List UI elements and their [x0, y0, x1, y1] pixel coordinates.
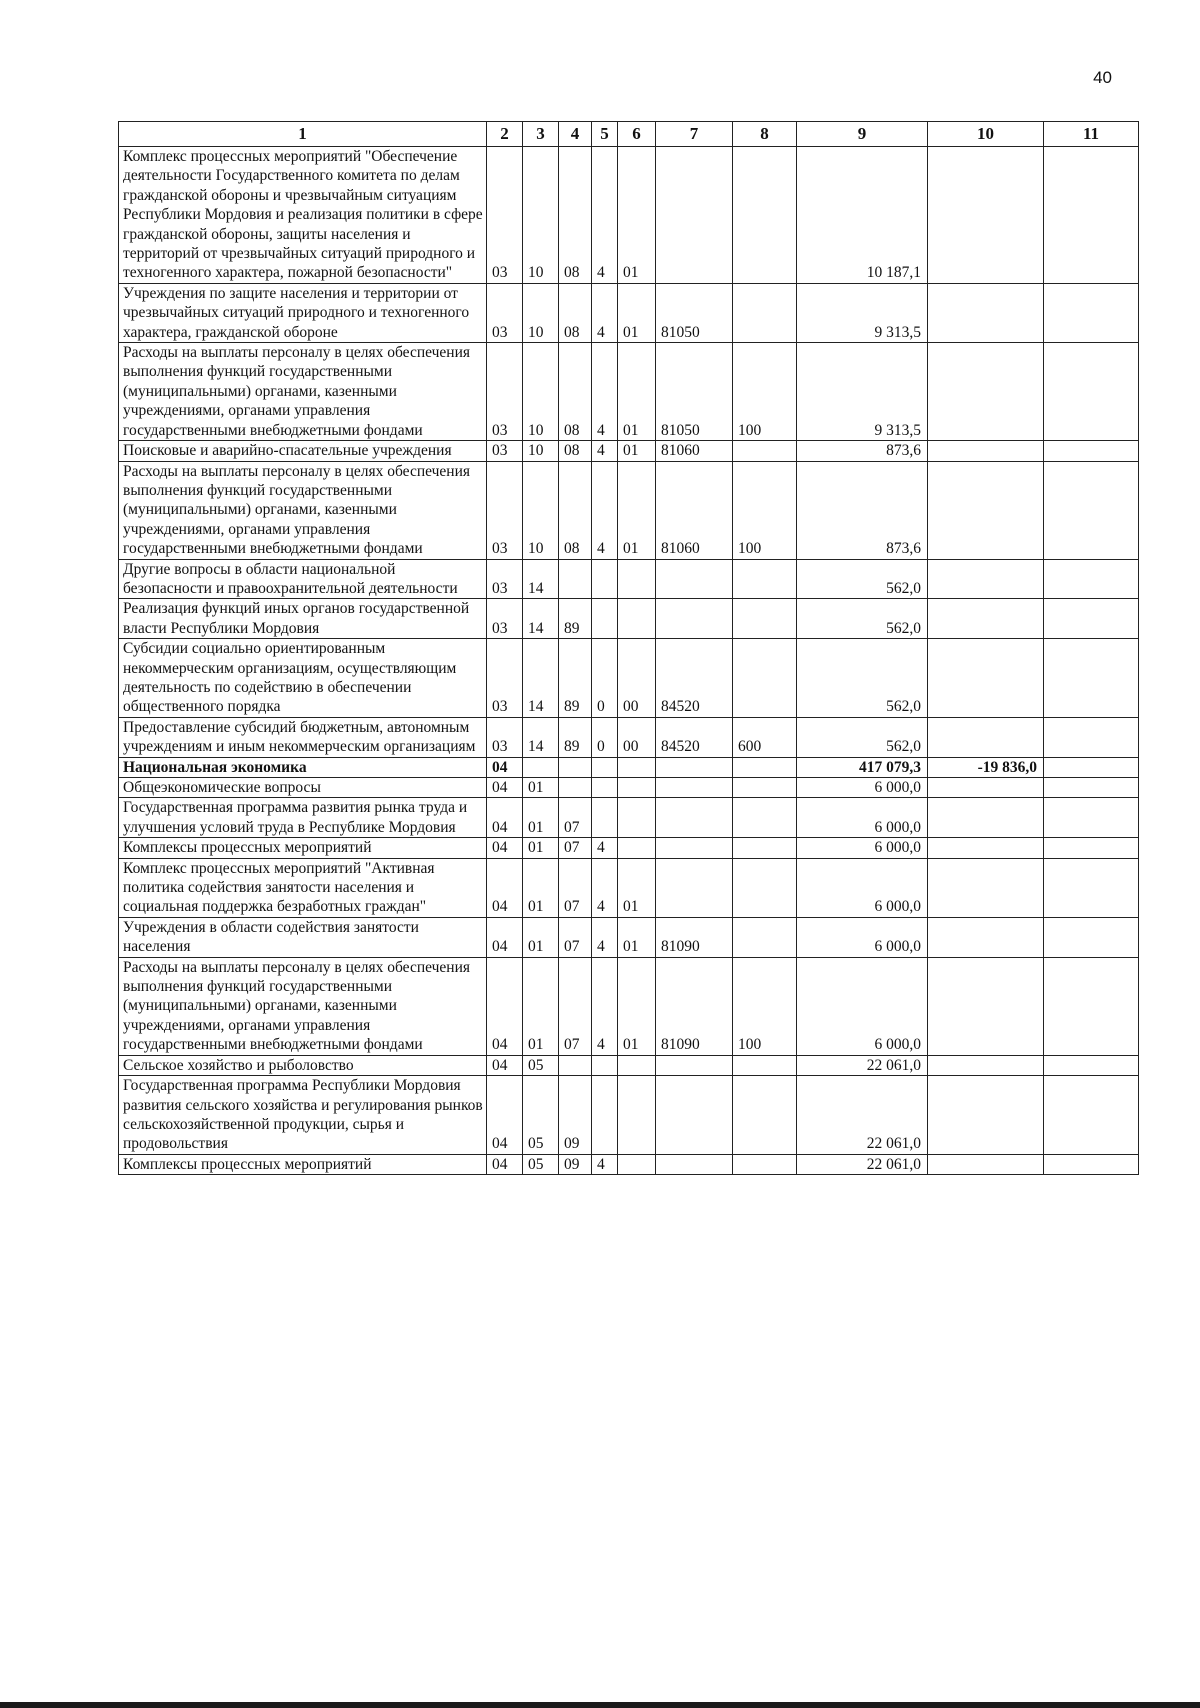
- code-type-cell: 4: [592, 957, 618, 1055]
- total-cell: [1044, 283, 1139, 342]
- change-cell: [928, 461, 1044, 559]
- code-program-cell: 07: [559, 798, 592, 838]
- code-subsection-cell: [523, 757, 559, 777]
- expense-type-cell: [733, 283, 797, 342]
- code-section-cell: 03: [487, 283, 523, 342]
- expense-type-cell: [733, 559, 797, 599]
- amount-cell: 6 000,0: [797, 798, 928, 838]
- expense-type-cell: [733, 441, 797, 461]
- change-cell: [928, 599, 1044, 639]
- code-complex-cell: [618, 757, 656, 777]
- code-complex-cell: [618, 1076, 656, 1155]
- change-cell: [928, 957, 1044, 1055]
- code-direction-cell: 84520: [656, 717, 733, 757]
- page-number: 40: [1093, 68, 1112, 87]
- table-row: [119, 283, 1139, 342]
- expense-type-cell: [733, 599, 797, 639]
- code-type-cell: [592, 778, 618, 798]
- code-section-cell: 04: [487, 1076, 523, 1155]
- code-direction-cell: [656, 858, 733, 917]
- table-body: [119, 147, 1139, 1175]
- table-row: [119, 1154, 1139, 1174]
- code-direction-cell: [656, 599, 733, 639]
- expense-type-cell: 600: [733, 717, 797, 757]
- total-cell: [1044, 757, 1139, 777]
- column-header: 8: [733, 122, 797, 147]
- code-subsection-cell: 05: [523, 1055, 559, 1075]
- total-cell: [1044, 778, 1139, 798]
- code-type-cell: [592, 1055, 618, 1075]
- code-direction-cell: 81090: [656, 917, 733, 957]
- amount-cell: 873,6: [797, 461, 928, 559]
- code-section-cell: 03: [487, 441, 523, 461]
- code-complex-cell: 00: [618, 639, 656, 718]
- code-section-cell: 03: [487, 639, 523, 718]
- code-type-cell: 4: [592, 147, 618, 284]
- code-subsection-cell: 10: [523, 283, 559, 342]
- change-cell: [928, 778, 1044, 798]
- expense-type-cell: [733, 757, 797, 777]
- table-row: [119, 757, 1139, 777]
- expense-type-cell: [733, 639, 797, 718]
- change-cell: [928, 441, 1044, 461]
- row-name-cell: Комплексы процессных мероприятий: [119, 838, 487, 858]
- row-name-cell: Общеэкономические вопросы: [119, 778, 487, 798]
- total-cell: [1044, 599, 1139, 639]
- column-header: 4: [559, 122, 592, 147]
- column-header: 3: [523, 122, 559, 147]
- column-header: 9: [797, 122, 928, 147]
- scan-edge: [0, 1702, 1200, 1708]
- table-row: [119, 639, 1139, 718]
- code-complex-cell: 01: [618, 343, 656, 441]
- total-cell: [1044, 917, 1139, 957]
- table-row: [119, 461, 1139, 559]
- header-row: [119, 122, 1139, 147]
- total-cell: [1044, 461, 1139, 559]
- code-program-cell: 08: [559, 283, 592, 342]
- expense-type-cell: [733, 917, 797, 957]
- code-type-cell: 4: [592, 283, 618, 342]
- table-row: [119, 343, 1139, 441]
- code-type-cell: 4: [592, 461, 618, 559]
- code-subsection-cell: 14: [523, 559, 559, 599]
- row-name-cell: Государственная программа развития рынка труда и улучшения условий труда в Республике Мордовия: [119, 798, 487, 838]
- change-cell: [928, 858, 1044, 917]
- code-type-cell: [592, 1076, 618, 1155]
- code-subsection-cell: 01: [523, 778, 559, 798]
- code-subsection-cell: 10: [523, 441, 559, 461]
- code-direction-cell: [656, 778, 733, 798]
- total-cell: [1044, 957, 1139, 1055]
- amount-cell: 6 000,0: [797, 957, 928, 1055]
- row-name-cell: Предоставление субсидий бюджетным, автономным учреждениям и иным некоммерческим организациям: [119, 717, 487, 757]
- code-section-cell: 03: [487, 599, 523, 639]
- code-subsection-cell: 14: [523, 717, 559, 757]
- code-program-cell: 89: [559, 717, 592, 757]
- code-direction-cell: [656, 838, 733, 858]
- total-cell: [1044, 717, 1139, 757]
- code-complex-cell: 01: [618, 283, 656, 342]
- code-program-cell: 89: [559, 599, 592, 639]
- amount-cell: 22 061,0: [797, 1055, 928, 1075]
- table-row: [119, 957, 1139, 1055]
- budget-table: [118, 121, 1139, 1175]
- code-section-cell: 04: [487, 778, 523, 798]
- code-section-cell: 03: [487, 147, 523, 284]
- amount-cell: 6 000,0: [797, 917, 928, 957]
- change-cell: [928, 1055, 1044, 1075]
- code-section-cell: 03: [487, 343, 523, 441]
- code-program-cell: 09: [559, 1154, 592, 1174]
- column-header: 2: [487, 122, 523, 147]
- expense-type-cell: 100: [733, 343, 797, 441]
- amount-cell: 22 061,0: [797, 1076, 928, 1155]
- amount-cell: 562,0: [797, 559, 928, 599]
- code-section-cell: 03: [487, 559, 523, 599]
- table-row: [119, 599, 1139, 639]
- code-section-cell: 03: [487, 717, 523, 757]
- row-name-cell: Сельское хозяйство и рыболовство: [119, 1055, 487, 1075]
- code-program-cell: 08: [559, 343, 592, 441]
- expense-type-cell: [733, 1055, 797, 1075]
- code-subsection-cell: 05: [523, 1076, 559, 1155]
- code-direction-cell: [656, 1055, 733, 1075]
- total-cell: [1044, 147, 1139, 284]
- amount-cell: 873,6: [797, 441, 928, 461]
- code-complex-cell: 00: [618, 717, 656, 757]
- code-program-cell: 07: [559, 917, 592, 957]
- amount-cell: 6 000,0: [797, 838, 928, 858]
- code-direction-cell: 81060: [656, 441, 733, 461]
- change-cell: [928, 917, 1044, 957]
- table-row: [119, 1076, 1139, 1155]
- row-name-cell: Другие вопросы в области национальной безопасности и правоохранительной деятельности: [119, 559, 487, 599]
- code-section-cell: 04: [487, 1055, 523, 1075]
- code-type-cell: [592, 798, 618, 838]
- table-row: [119, 1055, 1139, 1075]
- row-name-cell: Государственная программа Республики Мордовия развития сельского хозяйства и регулирования рынков сельскохозяйственной продукции, сырья и продовольствия: [119, 1076, 487, 1155]
- code-complex-cell: [618, 838, 656, 858]
- total-cell: [1044, 838, 1139, 858]
- code-type-cell: 4: [592, 858, 618, 917]
- code-section-cell: 04: [487, 957, 523, 1055]
- expense-type-cell: [733, 1076, 797, 1155]
- code-direction-cell: [656, 147, 733, 284]
- code-complex-cell: 01: [618, 147, 656, 284]
- table-row: [119, 798, 1139, 838]
- expense-type-cell: [733, 858, 797, 917]
- total-cell: [1044, 639, 1139, 718]
- amount-cell: 6 000,0: [797, 778, 928, 798]
- change-cell: [928, 717, 1044, 757]
- row-name-cell: Национальная экономика: [119, 757, 487, 777]
- code-section-cell: 04: [487, 1154, 523, 1174]
- code-complex-cell: 01: [618, 441, 656, 461]
- row-name-cell: Расходы на выплаты персоналу в целях обеспечения выполнения функций государственными (муниципальными) органами, казенными учреждениями, органами управления государственными внебюджетными фондами: [119, 957, 487, 1055]
- code-type-cell: 4: [592, 441, 618, 461]
- change-cell: [928, 798, 1044, 838]
- code-subsection-cell: 05: [523, 1154, 559, 1174]
- code-subsection-cell: 01: [523, 838, 559, 858]
- total-cell: [1044, 798, 1139, 838]
- code-subsection-cell: 10: [523, 343, 559, 441]
- amount-cell: 562,0: [797, 599, 928, 639]
- expense-type-cell: [733, 1154, 797, 1174]
- code-section-cell: 04: [487, 798, 523, 838]
- code-section-cell: 04: [487, 917, 523, 957]
- row-name-cell: Комплексы процессных мероприятий: [119, 1154, 487, 1174]
- code-complex-cell: [618, 798, 656, 838]
- code-program-cell: [559, 778, 592, 798]
- table-row: [119, 838, 1139, 858]
- code-complex-cell: 01: [618, 858, 656, 917]
- code-complex-cell: 01: [618, 957, 656, 1055]
- table-row: [119, 717, 1139, 757]
- code-program-cell: [559, 559, 592, 599]
- code-direction-cell: 81050: [656, 343, 733, 441]
- code-type-cell: 4: [592, 1154, 618, 1174]
- table-row: [119, 441, 1139, 461]
- code-direction-cell: 81090: [656, 957, 733, 1055]
- total-cell: [1044, 441, 1139, 461]
- amount-cell: 417 079,3: [797, 757, 928, 777]
- code-direction-cell: 81060: [656, 461, 733, 559]
- amount-cell: 6 000,0: [797, 858, 928, 917]
- code-subsection-cell: 14: [523, 639, 559, 718]
- code-section-cell: 04: [487, 838, 523, 858]
- amount-cell: 9 313,5: [797, 343, 928, 441]
- expense-type-cell: [733, 798, 797, 838]
- column-header: 11: [1044, 122, 1139, 147]
- total-cell: [1044, 858, 1139, 917]
- code-subsection-cell: 01: [523, 858, 559, 917]
- row-name-cell: Учреждения по защите населения и территории от чрезвычайных ситуаций природного и техногенного характера, гражданской обороне: [119, 283, 487, 342]
- amount-cell: 9 313,5: [797, 283, 928, 342]
- code-program-cell: 09: [559, 1076, 592, 1155]
- code-type-cell: [592, 559, 618, 599]
- expense-type-cell: 100: [733, 461, 797, 559]
- code-complex-cell: [618, 1154, 656, 1174]
- row-name-cell: Комплекс процессных мероприятий "Активная политика содействия занятости населения и социальная поддержка безработных граждан": [119, 858, 487, 917]
- code-direction-cell: [656, 798, 733, 838]
- code-section-cell: 03: [487, 461, 523, 559]
- code-subsection-cell: 01: [523, 917, 559, 957]
- code-program-cell: [559, 1055, 592, 1075]
- code-complex-cell: [618, 599, 656, 639]
- change-cell: [928, 1154, 1044, 1174]
- code-direction-cell: [656, 559, 733, 599]
- code-direction-cell: [656, 1076, 733, 1155]
- row-name-cell: Расходы на выплаты персоналу в целях обеспечения выполнения функций государственными (муниципальными) органами, казенными учреждениями, органами управления государственными внебюджетными фондами: [119, 343, 487, 441]
- change-cell: [928, 559, 1044, 599]
- code-subsection-cell: 10: [523, 461, 559, 559]
- code-program-cell: 89: [559, 639, 592, 718]
- code-type-cell: 4: [592, 343, 618, 441]
- code-type-cell: [592, 757, 618, 777]
- amount-cell: 562,0: [797, 717, 928, 757]
- code-direction-cell: 84520: [656, 639, 733, 718]
- total-cell: [1044, 343, 1139, 441]
- row-name-cell: Поисковые и аварийно-спасательные учреждения: [119, 441, 487, 461]
- change-cell: [928, 147, 1044, 284]
- amount-cell: 22 061,0: [797, 1154, 928, 1174]
- change-cell: -19 836,0: [928, 757, 1044, 777]
- row-name-cell: Субсидии социально ориентированным некоммерческим организациям, осуществляющим деятельность по содействию в обеспечении общественного порядка: [119, 639, 487, 718]
- table-row: [119, 858, 1139, 917]
- code-program-cell: 07: [559, 858, 592, 917]
- table-row: [119, 778, 1139, 798]
- column-header: 6: [618, 122, 656, 147]
- code-direction-cell: [656, 1154, 733, 1174]
- code-complex-cell: 01: [618, 461, 656, 559]
- code-type-cell: 0: [592, 717, 618, 757]
- column-header: 7: [656, 122, 733, 147]
- code-subsection-cell: 14: [523, 599, 559, 639]
- amount-cell: 562,0: [797, 639, 928, 718]
- table-row: [119, 147, 1139, 284]
- code-complex-cell: [618, 559, 656, 599]
- expense-type-cell: 100: [733, 957, 797, 1055]
- code-subsection-cell: 01: [523, 798, 559, 838]
- expense-type-cell: [733, 778, 797, 798]
- code-direction-cell: 81050: [656, 283, 733, 342]
- code-type-cell: 0: [592, 639, 618, 718]
- total-cell: [1044, 1154, 1139, 1174]
- code-section-cell: 04: [487, 858, 523, 917]
- change-cell: [928, 1076, 1044, 1155]
- table-row: [119, 559, 1139, 599]
- change-cell: [928, 639, 1044, 718]
- row-name-cell: Расходы на выплаты персоналу в целях обеспечения выполнения функций государственными (муниципальными) органами, казенными учреждениями, органами управления государственными внебюджетными фондами: [119, 461, 487, 559]
- code-program-cell: 08: [559, 147, 592, 284]
- code-type-cell: 4: [592, 838, 618, 858]
- total-cell: [1044, 1055, 1139, 1075]
- total-cell: [1044, 1076, 1139, 1155]
- code-program-cell: 07: [559, 838, 592, 858]
- column-header: 1: [119, 122, 487, 147]
- change-cell: [928, 283, 1044, 342]
- code-subsection-cell: 10: [523, 147, 559, 284]
- row-name-cell: Учреждения в области содействия занятости населения: [119, 917, 487, 957]
- code-program-cell: 07: [559, 957, 592, 1055]
- change-cell: [928, 343, 1044, 441]
- column-header: 5: [592, 122, 618, 147]
- column-header: 10: [928, 122, 1044, 147]
- code-program-cell: 08: [559, 461, 592, 559]
- code-type-cell: [592, 599, 618, 639]
- total-cell: [1044, 559, 1139, 599]
- code-complex-cell: 01: [618, 917, 656, 957]
- code-complex-cell: [618, 778, 656, 798]
- amount-cell: 10 187,1: [797, 147, 928, 284]
- code-subsection-cell: 01: [523, 957, 559, 1055]
- table-row: [119, 917, 1139, 957]
- code-program-cell: 08: [559, 441, 592, 461]
- change-cell: [928, 838, 1044, 858]
- expense-type-cell: [733, 147, 797, 284]
- code-section-cell: 04: [487, 757, 523, 777]
- code-direction-cell: [656, 757, 733, 777]
- code-complex-cell: [618, 1055, 656, 1075]
- row-name-cell: Комплекс процессных мероприятий "Обеспечение деятельности Государственного комитета по делам гражданской обороны и чрезвычайным ситуациям Республики Мордовия и реализация политики в сфере гражданской обороны, защиты населения и территорий от чрезвычайных ситуаций природного и техногенного характера, пожарной безопасности": [119, 147, 487, 284]
- expense-type-cell: [733, 838, 797, 858]
- code-program-cell: [559, 757, 592, 777]
- code-type-cell: 4: [592, 917, 618, 957]
- row-name-cell: Реализация функций иных органов государственной власти Республики Мордовия: [119, 599, 487, 639]
